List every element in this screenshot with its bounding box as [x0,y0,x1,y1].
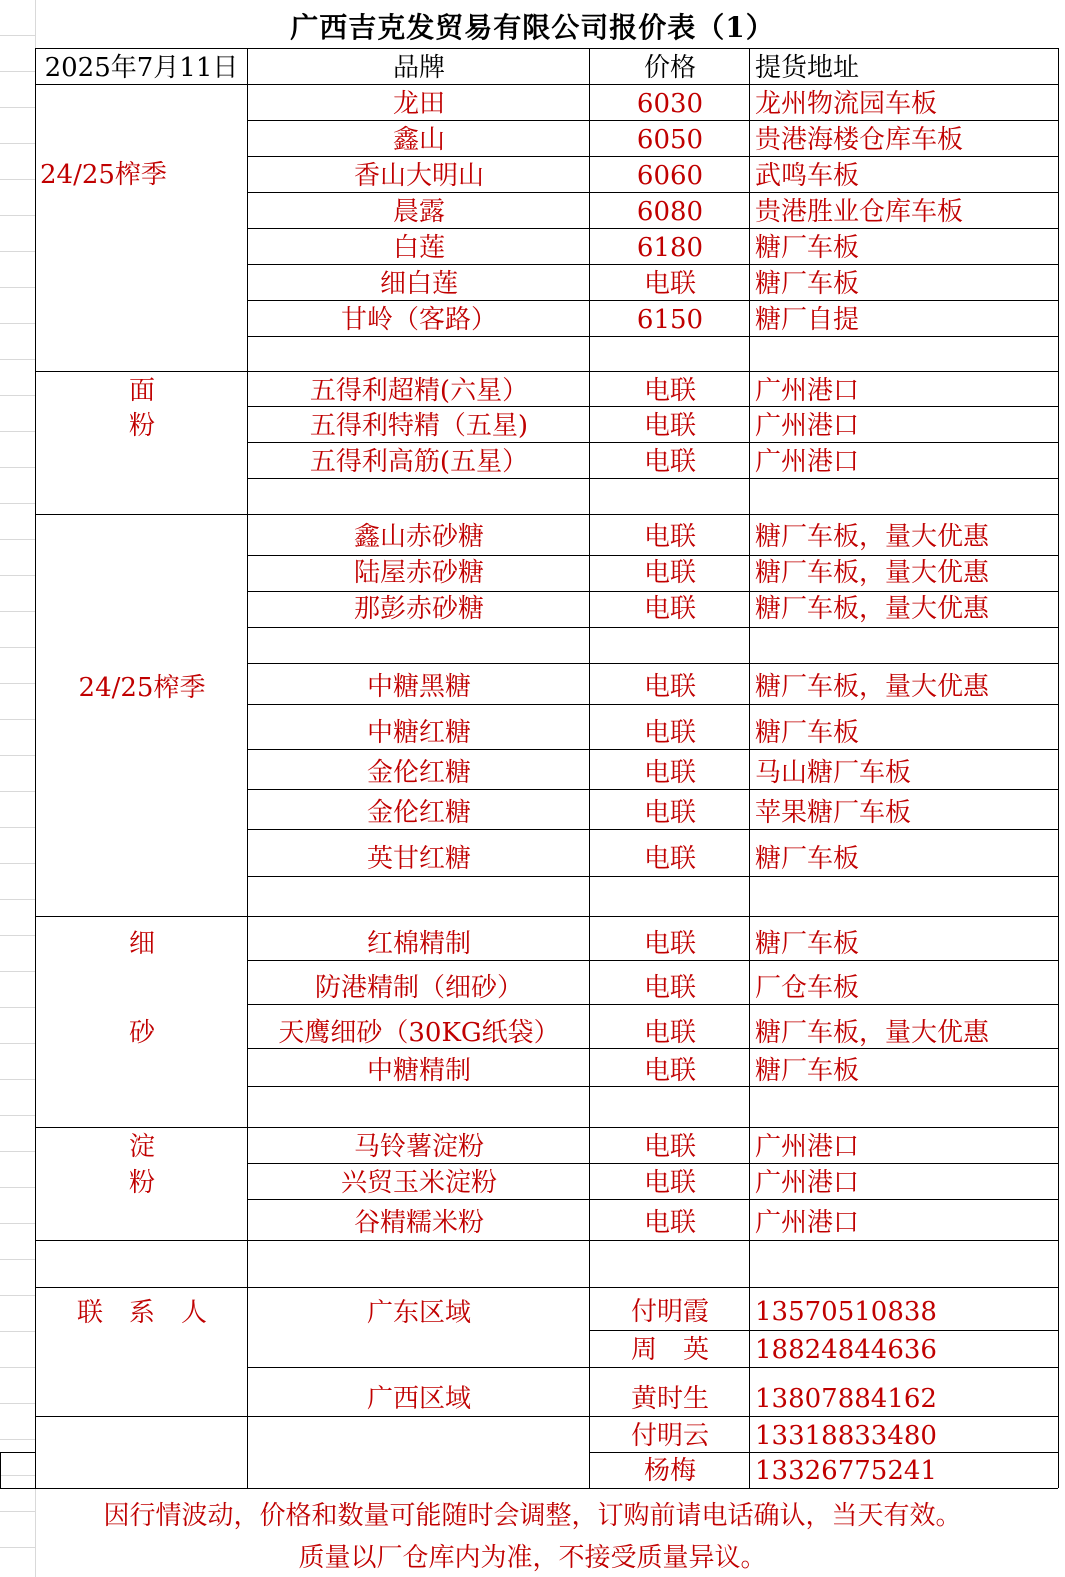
address-cell: 广州港口 [755,411,860,441]
brand-cell: 英甘红糖 [366,844,471,874]
price-cell: 电联 [643,376,696,406]
address-cell: 糖厂自提 [755,305,860,335]
contact-phone: 18824844636 [755,1335,937,1365]
address-cell: 糖厂车板 [755,844,860,874]
brand-cell: 五得利高筋(五星） [309,447,529,477]
grid-line [247,264,1058,265]
contact-name: 周 英 [630,1335,709,1365]
brand-cell: 鑫山 [392,125,445,155]
grid-line [1058,48,1059,1488]
grid-line [35,514,1058,515]
brand-cell: 香山大明山 [353,161,484,191]
category-label: 24/25榨季 [40,160,167,190]
address-header: 提货地址 [755,53,860,83]
contacts-label: 联 系 人 [76,1298,207,1328]
address-cell: 贵港海楼仓库车板 [755,125,964,155]
price-cell: 6150 [636,305,704,335]
grid-line [35,48,1058,49]
footer-notice-2: 质量以厂仓库内为准，不接受质量异议。 [298,1543,767,1573]
address-cell: 贵港胜业仓库车板 [755,197,964,227]
address-cell: 武鸣车板 [755,161,860,191]
grid-line [247,789,1058,790]
grid-line [247,156,1058,157]
grid-line [589,1330,1058,1331]
category-label: 粉 [128,411,155,441]
brand-cell: 五得利超精(六星） [309,376,529,406]
date-header: 2025年7月11日 [44,53,239,83]
address-cell: 糖厂车板，量大优惠 [755,594,990,624]
brand-cell: 白莲 [392,233,445,263]
address-cell: 广州港口 [755,376,860,406]
grid-line [247,336,1058,337]
address-cell: 龙州物流园车板 [755,89,938,119]
contact-phone: 13570510838 [755,1297,937,1327]
grid-line [0,1452,35,1453]
address-cell: 广州港口 [755,1208,860,1238]
grid-line [0,1488,1058,1489]
address-cell: 糖厂车板 [755,269,860,299]
address-cell: 马山糖厂车板 [755,758,912,788]
grid-line [247,1367,1058,1368]
address-cell: 糖厂车板，量大优惠 [755,558,990,588]
brand-cell: 那彭赤砂糖 [353,594,484,624]
category-label: 24/25榨季 [78,673,206,703]
address-cell: 糖厂车板 [755,1056,860,1086]
brand-cell: 龙田 [392,89,445,119]
address-cell: 糖厂车板，量大优惠 [755,1018,990,1048]
grid-line [247,555,1058,556]
contact-name: 杨梅 [643,1456,696,1486]
region-label: 广西区域 [366,1384,471,1414]
price-cell: 电联 [643,1018,696,1048]
price-cell: 电联 [643,594,696,624]
contact-name: 黄时生 [630,1384,709,1414]
brand-cell: 细白莲 [379,269,458,299]
grid-line [35,916,1058,917]
category-label: 淀 [128,1132,155,1162]
grid-line [35,84,1058,85]
grid-line [247,1163,1058,1164]
contact-name: 付明云 [630,1421,709,1451]
brand-cell: 鑫山赤砂糖 [353,522,484,552]
grid-line [35,1127,1058,1128]
brand-cell: 金伦红糖 [366,798,471,828]
brand-cell: 晨露 [392,197,445,227]
page-title: 广西吉克发贸易有限公司报价表（1） [290,11,775,44]
grid-line [35,48,36,1488]
price-cell: 电联 [643,558,696,588]
brand-cell: 金伦红糖 [366,758,471,788]
brand-cell: 五得利特精（五星) [309,411,529,441]
grid-line [247,627,1058,628]
grid-line [247,663,1058,664]
price-cell: 6060 [636,161,704,191]
contact-phone: 13807884162 [755,1384,937,1414]
grid-line [247,406,1058,407]
footer-notice-1: 因行情波动，价格和数量可能随时会调整，订购前请电话确认，当天有效。 [103,1501,962,1531]
brand-cell: 甘岭（客路） [340,305,497,335]
grid-line [247,442,1058,443]
price-cell: 电联 [643,411,696,441]
address-cell: 糖厂车板 [755,233,860,263]
price-cell: 电联 [643,1056,696,1086]
price-cell: 6080 [636,197,704,227]
address-cell: 厂仓车板 [755,973,860,1003]
address-cell: 糖厂车板，量大优惠 [755,672,990,702]
grid-line [247,704,1058,705]
category-label: 面 [128,376,155,406]
grid-line [247,1086,1058,1087]
address-cell: 苹果糖厂车板 [755,798,912,828]
address-cell: 糖厂车板 [755,718,860,748]
grid-line [247,876,1058,877]
grid-line [247,478,1058,479]
price-cell: 电联 [643,672,696,702]
grid-line [247,120,1058,121]
price-cell: 电联 [643,758,696,788]
price-cell: 电联 [643,1168,696,1198]
contact-name: 付明霞 [630,1297,709,1327]
contact-phone: 13326775241 [755,1456,937,1486]
brand-cell: 红棉精制 [366,929,471,959]
brand-cell: 马铃薯淀粉 [353,1132,484,1162]
spreadsheet-grid [0,0,36,1577]
brand-cell: 防港精制（细砂） [314,973,523,1003]
grid-line [247,749,1058,750]
brand-cell: 陆屋赤砂糖 [353,558,484,588]
grid-line [247,1004,1058,1005]
brand-cell: 中糖红糖 [366,718,471,748]
price-cell: 6030 [636,89,704,119]
grid-line [0,1452,1,1488]
price-header: 价格 [643,53,696,83]
price-cell: 电联 [643,973,696,1003]
brand-header: 品牌 [392,53,445,83]
address-cell: 广州港口 [755,1168,860,1198]
price-cell: 6050 [636,125,704,155]
price-cell: 电联 [643,718,696,748]
price-cell: 电联 [643,929,696,959]
grid-line [247,1048,1058,1049]
price-cell: 电联 [643,522,696,552]
grid-line [35,1240,1058,1241]
grid-line [247,228,1058,229]
category-label: 细 [128,929,155,959]
price-cell: 6180 [636,233,704,263]
address-cell: 糖厂车板，量大优惠 [755,522,990,552]
grid-line [35,371,1058,372]
price-cell: 电联 [643,269,696,299]
category-label: 砂 [128,1018,155,1048]
contact-phone: 13318833480 [755,1421,937,1451]
price-cell: 电联 [643,447,696,477]
grid-line [35,1287,1058,1288]
brand-cell: 中糖黑糖 [366,672,471,702]
grid-line [247,192,1058,193]
price-cell: 电联 [643,1208,696,1238]
address-cell: 糖厂车板 [755,929,860,959]
price-cell: 电联 [643,1132,696,1162]
address-cell: 广州港口 [755,1132,860,1162]
grid-line [35,1416,1058,1417]
price-cell: 电联 [643,844,696,874]
brand-cell: 中糖精制 [366,1056,471,1086]
category-label: 粉 [128,1168,155,1198]
grid-line [247,591,1058,592]
brand-cell: 兴贸玉米淀粉 [340,1168,497,1198]
grid-line [247,960,1058,961]
grid-line [589,1452,1058,1453]
brand-cell: 天鹰细砂（30KG纸袋） [278,1018,560,1048]
price-cell: 电联 [643,798,696,828]
region-label: 广东区域 [366,1298,471,1328]
grid-line [247,300,1058,301]
grid-line [247,829,1058,830]
address-cell: 广州港口 [755,447,860,477]
grid-line [247,1199,1058,1200]
brand-cell: 谷精糯米粉 [353,1208,484,1238]
